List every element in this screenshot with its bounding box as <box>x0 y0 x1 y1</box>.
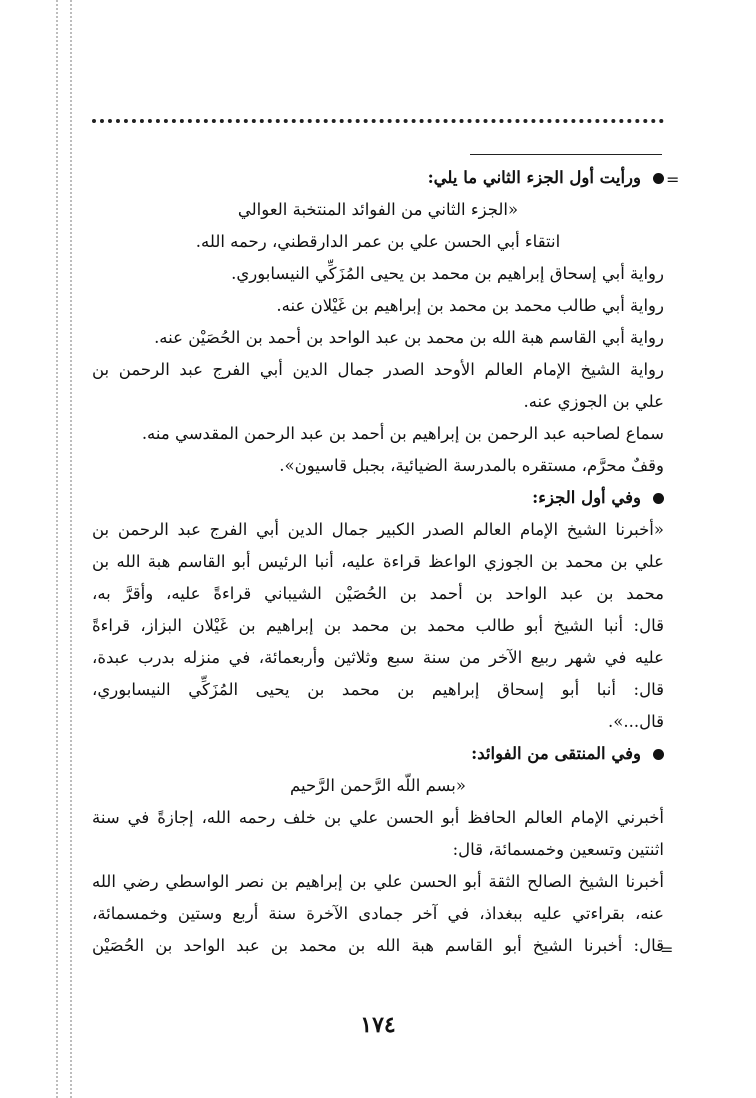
text-line: قال: أنبا الشيخ أبو طالب محمد بن محمد بن إبراهيم بن غَيْلان البزاز، قراءةً <box>92 616 664 635</box>
margin-equals-mark: = <box>666 170 680 189</box>
text-line: قال: أنبا أبو إسحاق إبراهيم بن محمد بن يحيى المُزَكِّي النيسابوري، <box>92 680 664 699</box>
page-number: ١٧٤ <box>360 1012 396 1038</box>
bullet-icon <box>653 173 664 184</box>
heading-muntaqa: وفي المنتقى من الفوائد: <box>92 738 664 770</box>
text-line: «أخبرنا الشيخ الإمام العالم الصدر الكبير جمال الدين أبي الفرج عبد الرحمن بن <box>92 520 664 539</box>
text-line: أخبرنا الشيخ الصالح الثقة أبو الحسن علي بن إبراهيم بن نصر الواسطي رضي الله <box>92 872 664 891</box>
top-rule <box>470 154 662 155</box>
text-line: وقفٌ محرَّم، مستقره بالمدرسة الضيائية، بجبل قاسيون». <box>279 456 664 475</box>
text-line: رواية أبي طالب محمد بن محمد بن إبراهيم بن غَيْلان عنه. <box>276 296 664 315</box>
heading-part-start: وفي أول الجزء: <box>92 482 664 514</box>
text-line: قال: أخبرنا الشيخ أبو القاسم هبة الله بن محمد بن عبد الواحد بن الحُصَيْن <box>92 936 664 955</box>
text-line: عنه، بقراءتي عليه ببغداذ، في آخر جمادى الآخرة سنة أربع وستين وخمسمائة، <box>92 904 664 923</box>
page-body <box>92 162 664 962</box>
bullet-icon <box>653 493 664 504</box>
text-line: رواية أبي القاسم هبة الله بن محمد بن عبد الواحد بن أحمد بن الحُصَيْن عنه. <box>154 328 664 347</box>
left-dotted-border-inner <box>70 0 72 1098</box>
text-line: محمد بن عبد الواحد بن أحمد بن الحُصَيْن الشيباني قراءةً عليه، وأقرَّ به، <box>92 584 664 603</box>
text-line: رواية الشيخ الإمام العالم الأوحد الصدر جمال الدين أبي الفرج عبد الرحمن بن <box>92 360 664 379</box>
text-line: انتقاء أبي الحسن علي بن عمر الدارقطني، رحمه الله. <box>195 232 561 251</box>
left-dotted-border-outer <box>56 0 58 1098</box>
text-line: عليه في شهر ربيع الآخر من سنة سبع وثلاثين وأربعمائة، في منزله بدرب عبدة، <box>92 648 664 667</box>
basmala-line: «بسم اللّه الرَّحمن الرَّحيم <box>290 776 466 795</box>
text-line: رواية أبي إسحاق إبراهيم بن محمد بن يحيى المُزَكِّي النيسابوري. <box>231 264 664 283</box>
text-line: سماع لصاحبه عبد الرحمن بن إبراهيم بن أحمد بن عبد الرحمن المقدسي منه. <box>141 424 664 443</box>
text-line: علي بن الجوزي عنه. <box>523 392 664 411</box>
text-line: أخبرني الإمام العالم الحافظ أبو الحسن علي بن خلف رحمه الله، إجازةً في سنة <box>92 808 664 827</box>
text-line: «الجزء الثاني من الفوائد المنتخبة العوالي <box>237 200 519 219</box>
dotted-separator <box>92 119 664 123</box>
text-line: علي بن محمد بن الجوزي الواعظ قراءة عليه، أنبا الرئيس أبو القاسم هبة الله بن <box>92 552 664 571</box>
text-line: اثنتين وتسعين وخمسمائة، قال: <box>452 840 664 859</box>
continuation-equals-mark: = <box>660 940 674 959</box>
heading-second-part: ورأيت أول الجزء الثاني ما يلي: <box>92 162 664 194</box>
text-line: قال...». <box>608 712 664 731</box>
bullet-icon <box>653 749 664 760</box>
